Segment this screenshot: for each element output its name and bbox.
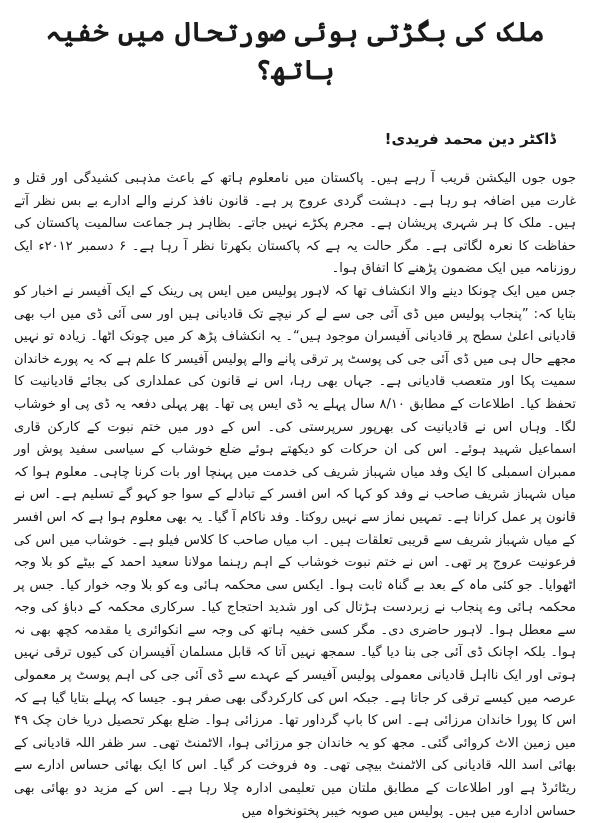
article-body [14,168,576,823]
article-paragraph: جس میں ایک چونکا دینے والا انکشاف تھا کہ لاہور پولیس میں ایس پی رینک کے ایک آفیسر نے اخبار کو بتایا کہ: ”پنجاب پولیس میں ڈی آئی جی سے لے کر نیچے تک قادیانی ہیں اور سی آئی ڈی میں اب بھی قادیانی اعلیٰ سطح پر قادیانی آفیسران موجود ہیں“۔ یہ انکشاف پڑھ کر میں چونک اٹھا۔ زیادہ تو نہیں مجھے حال ہی میں ڈی آئی جی کی پوسٹ پر ترقی پانے والے پولیس آفیسر کا علم ہے کہ یہ پورے خاندان سمیت پکا اور متعصب قادیانی ہے۔ جہاں بھی رہا، اس نے قانون کی عملداری کی بجائے قادیانیت کا تحفظ کیا۔ اطلاعات کے مطابق ۸/۱۰ سال پہلے یہ ڈی ایس پی تھا۔ پھر پہلی دفعہ یہ ڈی پی او خوشاب لگا۔ وہاں اس نے قادیانیت کی بھرپور سرپرستی کی۔ اس کے دور میں ختم نبوت کے کارکن قاری اسماعیل شہید ہوئے۔ اس کی ان حرکات کو دیکھتے ہوئے ضلع خوشاب کے سیاسی سفید پوش اور ممبران اسمبلی کا ایک وفد میاں شہباز شریف کی خدمت میں پہنچا اور بات کرنا چاہی۔ معلوم ہوا کہ میاں شہباز شریف صاحب نے وفد کو کہا کہ اس افسر کے تبادلے کے سوا جو کہو گے تسلیم ہے۔ اس نے قانون پر عمل کرانا ہے۔ تمہیں نماز سے نہیں روکتا۔ وفد ناکام آ گیا۔ یہ بھی معلوم ہوا ہے کہ اس افسر کے میاں شہباز شریف سے قریبی تعلقات ہیں۔ اب میاں صاحب کا کلاس فیلو ہے۔ خوشاب میں اس کی فرعونیت عروج پر تھی۔ اس نے ختم نبوت خوشاب کے اہم رہنما مولانا سعید احمد کے بیٹے کو بلا وجہ اٹھوایا۔ جو کئی ماہ کے بعد بے گناہ ثابت ہوا۔ ایکس سی محکمہ ہائی وے کو بلا وجہ خوار کیا۔ جس پر محکمہ ہائی وے پنجاب نے زبردست ہڑتال کی اور شدید احتجاج کیا۔ سرکاری محکمہ کے دباؤ کی وجہ سے معطل ہوا۔ لاہور حاضری دی۔ مگر کسی خفیہ ہاتھ کی وجہ سے انکوائری یا مقدمہ کچھ بھی نہ ہوا۔ بلکہ اچانک ڈی آئی جی بنا دیا گیا۔ سمجھ نہیں آتا کہ قابل مسلمان آفیسران کی کیوں ترقی نہیں ہوتی اور ایک نااہل قادیانی معمولی پولیس آفیسر کے عہدے سے ڈی آئی جی کی اہم پوسٹ پر معمولی عرصہ میں کیسے ترقی کر جاتا ہے۔ جبکہ اس کی کارکردگی بھی صفر ہو۔ جیسا کہ پہلے بتایا گیا ہے کہ اس کا پورا خاندان مرزائی ہے۔ اس کا باپ گرداور تھا۔ مرزائی ہوا۔ ضلع بھکر تحصیل دریا خان چک ۴۹ میں زمین الاٹ کروائی گئی۔ مجھ کو یہ خاندان جو مرزائی ہوا، الاٹمنٹ تھی۔ سر ظفر اللہ قادیانی کے بھائی اسد اللہ قادیانی کی الاٹمنٹ بیچی تھی۔ وہ فروخت کر گیا۔ اس کا ایک بھائی حساس ادارے سے ریٹائرڈ ہے اور اطلاعات کے مطابق ملتان میں تعلیمی ادارہ چلا رہا ہے۔ اس کے مزید دو بھائی بھی حساس ادارے میں ہیں۔ پولیس میں صوبہ خیبر پختونخواہ میں [14,283,576,819]
article-author: ڈاکٹر دین محمد فریدی! [384,130,556,148]
article-paragraph: جوں جوں الیکشن قریب آ رہے ہیں۔ پاکستان میں نامعلوم ہاتھ کے باعث مذہبی کشیدگی اور قتل و غارت میں اضافہ ہو رہا ہے۔ دہشت گردی عروج پر ہے۔ قانون نافذ کرنے والے ادارے بے بس نظر آتے ہیں۔ ملک کا ہر شہری پریشان ہے۔ مجرم پکڑے نہیں جاتے۔ بظاہر ہر جماعت سالمیت پاکستان کی حفاظت کا نعرہ لگاتی ہے۔ مگر حالت یہ ہے کہ پاکستان بکھرتا نظر آ رہا ہے۔ ۶ دسمبر ۲۰۱۲ء ایک روزنامہ میں ایک مضمون پڑھنے کا اتفاق ہوا۔ [14,171,576,277]
article-title: ملک کی بگڑتی ہوئی صورتحال میں خفیہ ہاتھ؟ [45,17,545,86]
